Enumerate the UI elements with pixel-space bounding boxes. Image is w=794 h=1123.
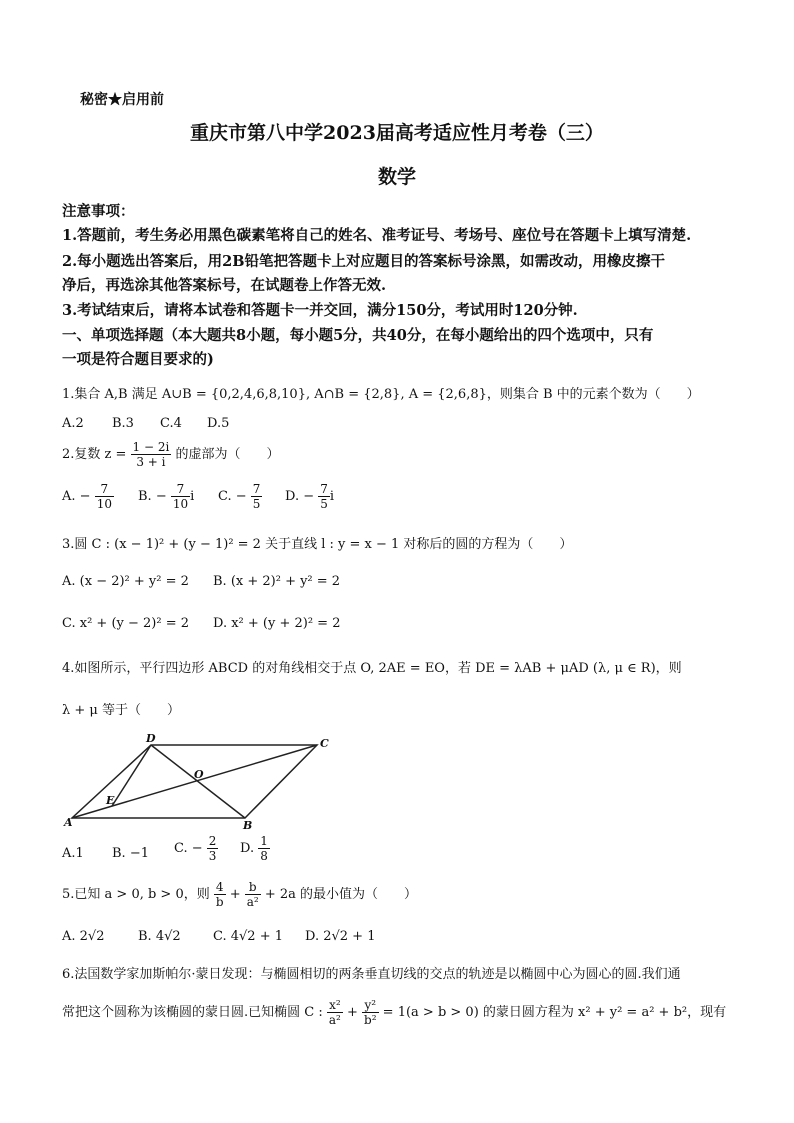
q2-option-d <box>285 482 334 511</box>
q2-a-pre: A. − <box>62 489 91 504</box>
q2-c-pre: C. − <box>218 489 247 504</box>
diagonal-bd <box>151 745 245 818</box>
section-heading-a: 一、单项选择题（本大题共8小题，每小题5分，共40分，在每小题给出的四个选项中，只有 <box>62 327 654 344</box>
q6-post: = 1(a > b > 0) 的蒙日圆方程为 x² + y² = a² + b²，现有 <box>382 1005 727 1020</box>
q2-fraction <box>131 440 172 469</box>
q6-f1-num: x² <box>327 998 343 1013</box>
q5-f1-den: b <box>215 895 224 909</box>
q4-d-den: 8 <box>260 849 268 863</box>
q2-c-den: 5 <box>252 497 261 511</box>
q4-d-num: 1 <box>260 834 268 848</box>
q1-option-c: C.4 <box>160 416 182 431</box>
q3-option-b: B. (x + 2)² + y² = 2 <box>213 574 341 589</box>
q5-frac-1 <box>214 880 226 909</box>
q1-option-b: B.3 <box>112 416 134 431</box>
q4-c-frac <box>207 834 219 863</box>
q3-option-a: A. (x − 2)² + y² = 2 <box>62 574 189 589</box>
q6-f1-den: a² <box>328 1013 341 1027</box>
q2-den: 3 + i <box>136 455 166 469</box>
q2-post: 的虚部为（ ） <box>175 447 280 462</box>
q5-option-c: C. 4√2 + 1 <box>213 929 284 944</box>
q4-d-pre: D. <box>240 841 255 856</box>
label-a: A <box>64 816 73 829</box>
parallelogram-figure <box>62 730 337 830</box>
q2-a-num: 7 <box>95 482 114 497</box>
q1-option-a: A.2 <box>62 416 84 431</box>
section-heading-b: 一项是符合题目要求的) <box>62 351 214 368</box>
q4-c-pre: C. − <box>174 841 203 856</box>
q5-f2-num: b <box>245 880 261 895</box>
q2-b-num: 7 <box>171 482 190 497</box>
q2-d-den: 5 <box>320 497 328 511</box>
q5-option-d: D. 2√2 + 1 <box>305 929 376 944</box>
q5-frac-2 <box>245 880 261 909</box>
q2-option-b <box>138 482 194 511</box>
q2-c-frac <box>251 482 263 511</box>
q4-option-c <box>174 834 218 863</box>
q5-option-b: B. 4√2 <box>138 929 181 944</box>
q6-plus: + <box>346 1005 358 1020</box>
q2-num: 1 − 2i <box>132 440 170 454</box>
q4-option-a: A.1 <box>62 846 84 861</box>
q2-a-den: 10 <box>96 497 112 511</box>
note-item-2b: 净后，再选涂其他答案标号，在试题卷上作答无效. <box>62 277 387 294</box>
label-b: B <box>243 819 253 830</box>
q2-b-pre: B. − <box>138 489 167 504</box>
q2-d-post: i <box>329 489 335 504</box>
q2-d-frac <box>318 482 330 511</box>
question-1-text: 1.集合 A,B 满足 A∪B = {0,2,4,6,8,10}, A∩B = {2,8}, A = {2,6,8}，则集合 B 中的元素个数为（ ） <box>62 387 700 402</box>
q2-option-c <box>218 482 262 511</box>
question-4-text: 4.如图所示，平行四边形 ABCD 的对角线相交于点 O, 2AE = EO，若 DE = λAB + μAD (λ, μ ∈ R)，则 <box>62 661 682 676</box>
q2-b-frac <box>171 482 190 511</box>
q6-frac-2 <box>362 998 379 1027</box>
q6-frac-1 <box>327 998 343 1027</box>
q4-d-frac <box>258 834 270 863</box>
question-4-text-2: λ + μ 等于（ ） <box>62 703 180 718</box>
q3-option-c: C. x² + (y − 2)² = 2 <box>62 616 190 631</box>
subject-title: 数学 <box>377 166 416 188</box>
q6-f2-num: y² <box>362 998 379 1013</box>
q6-pre: 常把这个圆称为该椭圆的蒙日圆.已知椭圆 C : <box>62 1005 323 1020</box>
q4-option-b: B. −1 <box>112 846 149 861</box>
q2-a-frac <box>95 482 114 511</box>
question-2-text <box>62 440 280 469</box>
page-title: 重庆市第八中学2023届高考适应性月考卷（三） <box>190 122 604 144</box>
q4-c-num: 2 <box>208 834 217 848</box>
secret-label: 秘密★启用前 <box>80 92 164 108</box>
question-3-text: 3.圆 C : (x − 1)² + (y − 1)² = 2 关于直线 l : y = x − 1 对称后的圆的方程为（ ） <box>62 537 573 552</box>
q2-b-post: i <box>190 489 195 504</box>
notes-heading: 注意事项： <box>62 203 135 220</box>
q5-option-a: A. 2√2 <box>62 929 105 944</box>
q2-d-num: 7 <box>320 482 328 496</box>
q5-pre: 5.已知 a > 0, b > 0，则 <box>62 887 210 902</box>
q5-post: + 2a 的最小值为（ ） <box>264 887 418 902</box>
label-o: O <box>194 768 204 781</box>
label-d: D <box>146 732 156 745</box>
q6-f2-den: b² <box>364 1013 377 1027</box>
q5-f2-den: a² <box>246 895 259 909</box>
q4-option-d <box>240 834 270 863</box>
q2-c-num: 7 <box>252 482 261 496</box>
q2-b-den: 10 <box>172 497 189 511</box>
q2-option-a <box>62 482 114 511</box>
q5-plus: + <box>229 887 241 902</box>
q5-f1-num: 4 <box>214 880 226 895</box>
q2-d-pre: D. − <box>285 489 315 504</box>
label-e: E <box>106 794 115 807</box>
note-item-1: 1.答题前，考生务必用黑色碳素笔将自己的姓名、准考证号、考场号、座位号在答题卡上填写清楚. <box>62 227 692 244</box>
note-item-2a: 2.每小题选出答案后，用2B铅笔把答题卡上对应题目的答案标号涂黑，如需改动，用橡皮擦干 <box>62 253 665 270</box>
q2-pre: 2.复数 z = <box>62 447 131 462</box>
q3-option-d: D. x² + (y + 2)² = 2 <box>213 616 341 631</box>
question-5-text <box>62 880 417 909</box>
question-6-line-2 <box>62 998 726 1027</box>
q4-c-den: 3 <box>208 849 217 863</box>
q1-option-d: D.5 <box>207 416 230 431</box>
question-6-line-1: 6.法国数学家加斯帕尔·蒙日发现：与椭圆相切的两条垂直切线的交点的轨迹是以椭圆中心为圆心的圆.我们通 <box>62 967 681 982</box>
note-item-3: 3.考试结束后，请将本试卷和答题卡一并交回，满分150分，考试用时120分钟. <box>62 302 578 319</box>
label-c: C <box>320 737 329 750</box>
